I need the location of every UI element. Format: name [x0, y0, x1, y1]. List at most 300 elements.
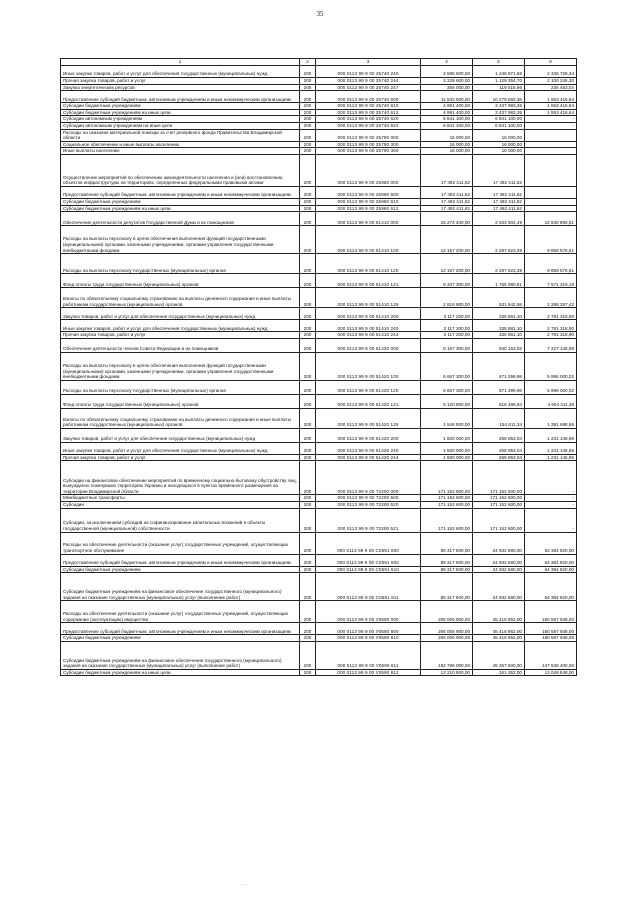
row-unexecuted-cell: 12 640 895,51: [525, 212, 577, 226]
row-line-code-cell: 200: [300, 338, 316, 352]
row-unexecuted-cell: 1 391 688,66: [525, 408, 577, 428]
row-executed-cell: 940 153,02: [473, 338, 525, 352]
row-budget-code-cell: 000 0113 99 9 00 У0590 610: [316, 635, 421, 642]
row-line-code-cell: 200: [300, 332, 316, 339]
row-line-code-cell: 200: [300, 109, 316, 116]
row-unexecuted-cell: 64 384 920,00: [525, 573, 577, 601]
row-approved-cell: 4 991 400,00: [421, 109, 473, 116]
row-approved-cell: 89 317 600,00: [421, 532, 473, 554]
row-budget-code-cell: 000 0113 99 9 00 25960 600: [316, 186, 421, 198]
table-row: [61, 501, 577, 508]
row-name-cell: Предоставление субсидий бюджетным, автономным учреждениям и иным некоммерческим организациям: [61, 186, 300, 198]
column-header-3: 3: [316, 59, 421, 66]
table-row: [61, 380, 577, 394]
row-executed-cell: 2 297 623,39: [473, 226, 525, 254]
row-budget-code-cell: 000 0113 99 9 00 51420 100: [316, 352, 421, 380]
row-line-code-cell: 200: [300, 566, 316, 573]
row-name-cell: Обеспечение деятельности членов Совета Федерации и их помощников: [61, 338, 300, 352]
row-name-cell: Расходы на выплаты персоналу в целях обеспечения выполнения функций государственными (муниципальными) органами, казенными учреждениями, органами управления государственными внебюджетными фондами: [61, 226, 300, 254]
row-unexecuted-cell: 1 553 416,64: [525, 91, 577, 103]
row-line-code-cell: 200: [300, 274, 316, 288]
row-name-cell: Субсидии, за исключением субсидий на софинансирование капитальных вложений в объекты государственной (муниципальной) собственности: [61, 508, 300, 532]
row-executed-cell: 3 437 983,36: [473, 103, 525, 110]
row-name-cell: Субсидии: [61, 501, 300, 508]
row-approved-cell: 12 157 200,00: [421, 254, 473, 274]
table-row: [61, 288, 577, 308]
row-approved-cell: 89 317 600,00: [421, 573, 473, 601]
row-approved-cell: 5 120 800,00: [421, 394, 473, 408]
row-line-code-cell: 200: [300, 129, 316, 141]
row-approved-cell: 6 841 100,00: [421, 122, 473, 129]
table-row: [61, 532, 577, 554]
table-row: [61, 109, 577, 116]
row-budget-code-cell: 000 0113 99 9 00 72200 520: [316, 501, 421, 508]
row-approved-cell: 11 832 500,00: [421, 91, 473, 103]
row-approved-cell: 171 152 600,00: [421, 495, 473, 502]
row-budget-code-cell: 000 0113 99 9 00 51410 200: [316, 308, 421, 320]
row-approved-cell: 17 492 411,62: [421, 186, 473, 198]
row-executed-cell: 6 841 100,00: [473, 116, 525, 123]
row-executed-cell: 268 853,04: [473, 454, 525, 461]
row-approved-cell: 89 317 600,00: [421, 566, 473, 573]
row-approved-cell: 1 500 000,00: [421, 454, 473, 461]
row-unexecuted-cell: 1 553 416,64: [525, 103, 577, 110]
row-approved-cell: 9 337 300,00: [421, 274, 473, 288]
row-name-cell: Предоставление субсидий бюджетным, автономным учреждениям и иным некоммерческим организациям: [61, 91, 300, 103]
row-unexecuted-cell: -: [525, 122, 577, 129]
row-budget-code-cell: 000 0113 99 9 00 С0591 000: [316, 532, 421, 554]
row-budget-code-cell: 000 0113 99 9 00 51410 244: [316, 332, 421, 339]
row-name-cell: Расходы на обеспечение деятельности (оказание услуг) государственных учреждений, осуществляющих транспортное обслуживание: [61, 532, 300, 554]
row-approved-cell: 3 117 200,00: [421, 308, 473, 320]
row-line-code-cell: 200: [300, 308, 316, 320]
row-executed-cell: 335 881,10: [473, 332, 525, 339]
row-line-code-cell: 200: [300, 554, 316, 566]
row-executed-cell: 171 152 600,00: [473, 461, 525, 495]
row-line-code-cell: 200: [300, 186, 316, 198]
row-budget-code-cell: 000 0113 99 9 00 25740 247: [316, 84, 421, 91]
row-budget-code-cell: 000 0113 99 9 00 51420 120: [316, 380, 421, 394]
table-row: [61, 226, 577, 254]
row-executed-cell: 154 811,34: [473, 408, 525, 428]
row-approved-cell: 16 000,00: [421, 129, 473, 141]
row-budget-code-cell: 000 0113 99 9 00 51420 244: [316, 454, 421, 461]
row-executed-cell: 17 492 411,62: [473, 198, 525, 205]
row-unexecuted-cell: [525, 205, 577, 212]
row-name-cell: Закупка товаров, работ и услуг для обеспечения государственных (муниципальных) нужд: [61, 428, 300, 442]
row-unexecuted-cell: 2 781 318,90: [525, 320, 577, 332]
row-budget-code-cell: 000 0113 99 9 00 51420 240: [316, 442, 421, 454]
row-line-code-cell: 200: [300, 394, 316, 408]
row-name-cell: Закупка энергетических ресурсов: [61, 84, 300, 91]
row-unexecuted-cell: 2 781 318,90: [525, 308, 577, 320]
row-approved-cell: 1 500 000,00: [421, 428, 473, 442]
table-row: [61, 442, 577, 454]
row-executed-cell: 268 853,04: [473, 428, 525, 442]
row-executed-cell: 268 853,04: [473, 442, 525, 454]
row-name-cell: Субсидии бюджетным учреждениям на иные цели: [61, 205, 300, 212]
row-line-code-cell: 200: [300, 428, 316, 442]
table-row: [61, 154, 577, 186]
row-line-code-cell: 200: [300, 461, 316, 495]
table-row: [61, 495, 577, 502]
row-line-code-cell: 200: [300, 635, 316, 642]
table-row: [61, 338, 577, 352]
table-body: [61, 66, 577, 676]
row-budget-code-cell: 000 0113 99 9 00 С0591 611: [316, 573, 421, 601]
row-name-cell: Предоставление субсидий бюджетным, автономным учреждениям и иным некоммерческим организациям: [61, 554, 300, 566]
row-unexecuted-cell: 9 859 576,61: [525, 226, 577, 254]
table-row: [61, 274, 577, 288]
row-budget-code-cell: 000 0113 99 9 00 25740 612: [316, 109, 421, 116]
row-approved-cell: 206 006 900,00: [421, 623, 473, 635]
row-unexecuted-cell: [525, 198, 577, 205]
table-row: [61, 623, 577, 635]
row-approved-cell: 3 585 600,00: [421, 66, 473, 78]
table-row: [61, 320, 577, 332]
row-line-code-cell: 200: [300, 141, 316, 148]
row-line-code-cell: 200: [300, 148, 316, 155]
row-executed-cell: 17 492 411,62: [473, 205, 525, 212]
row-budget-code-cell: 000 0113 99 9 00 25740 244: [316, 78, 421, 85]
row-approved-cell: 206 006 900,00: [421, 601, 473, 623]
row-budget-code-cell: 000 0113 99 9 00 25790 360: [316, 148, 421, 155]
row-unexecuted-cell: 13 049 548,00: [525, 669, 577, 676]
row-name-cell: Расходы на выплаты персоналу государственных (муниципальных) органов: [61, 380, 300, 394]
row-line-code-cell: 200: [300, 352, 316, 380]
column-header-4: 4: [421, 59, 473, 66]
table-row: [61, 566, 577, 573]
row-line-code-cell: 200: [300, 205, 316, 212]
row-line-code-cell: 200: [300, 501, 316, 508]
row-approved-cell: 4 991 400,00: [421, 103, 473, 110]
row-executed-cell: 671 299,98: [473, 380, 525, 394]
row-unexecuted-cell: 64 384 920,00: [525, 566, 577, 573]
budget-execution-table: [60, 58, 577, 676]
row-unexecuted-cell: [525, 141, 577, 148]
row-line-code-cell: 200: [300, 380, 316, 394]
row-line-code-cell: 200: [300, 495, 316, 502]
table-row: [61, 212, 577, 226]
row-unexecuted-cell: 236 483,04: [525, 84, 577, 91]
row-budget-code-cell: 000 0113 99 9 00 25740 600: [316, 91, 421, 103]
row-approved-cell: 6 667 300,00: [421, 380, 473, 394]
row-unexecuted-cell: 7 571 319,19: [525, 274, 577, 288]
row-approved-cell: 171 152 600,00: [421, 508, 473, 532]
row-unexecuted-cell: -: [525, 508, 577, 532]
row-name-cell: Иные закупки товаров, работ и услуг для обеспечения государственных (муниципальных) нужд: [61, 442, 300, 454]
row-name-cell: Субсидии автономным учреждениям на иные цели: [61, 122, 300, 129]
row-budget-code-cell: 000 0113 99 9 00 25960 000: [316, 154, 421, 186]
table-row: [61, 454, 577, 461]
row-line-code-cell: 200: [300, 623, 316, 635]
row-budget-code-cell: 000 0113 99 9 00 51410 240: [316, 320, 421, 332]
row-unexecuted-cell: [525, 148, 577, 155]
table-row: [61, 332, 577, 339]
row-line-code-cell: 200: [300, 442, 316, 454]
row-line-code-cell: 200: [300, 154, 316, 186]
row-approved-cell: 17 492 411,62: [421, 198, 473, 205]
row-executed-cell: 17 492 411,62: [473, 186, 525, 198]
table-row: [61, 352, 577, 380]
row-budget-code-cell: 000 0113 99 9 00 У0590 611: [316, 641, 421, 669]
row-name-cell: Расходы на оказание материальной помощи за счет резервного фонда Правительства Владимирской области: [61, 129, 300, 141]
row-name-cell: Субсидии бюджетным учреждениям на иные цели: [61, 669, 300, 676]
table-row: [61, 428, 577, 442]
table-row: [61, 408, 577, 428]
row-unexecuted-cell: [525, 129, 577, 141]
row-approved-cell: 1 546 500,00: [421, 408, 473, 428]
row-unexecuted-cell: 64 384 920,00: [525, 532, 577, 554]
row-line-code-cell: 200: [300, 226, 316, 254]
row-name-cell: Расходы на обеспечение деятельности (оказание услуг) государственных учреждений, осуществляющих содержание (эксплуатацию) имущества: [61, 601, 300, 623]
row-line-code-cell: 200: [300, 408, 316, 428]
scan-artifact: · · ·: [240, 882, 248, 888]
row-executed-cell: 6 841 100,00: [473, 122, 525, 129]
row-budget-code-cell: 000 0113 99 9 00 У0590 612: [316, 669, 421, 676]
row-name-cell: Обеспечение деятельности депутатов Государственной Думы и их помощников: [61, 212, 300, 226]
row-executed-cell: 24 932 680,00: [473, 532, 525, 554]
row-executed-cell: 45 418 952,00: [473, 601, 525, 623]
row-executed-cell: 531 642,58: [473, 288, 525, 308]
row-line-code-cell: 200: [300, 91, 316, 103]
row-executed-cell: 171 152 600,00: [473, 508, 525, 532]
table-row: [61, 554, 577, 566]
row-budget-code-cell: 000 0113 99 9 00 72200 500: [316, 495, 421, 502]
row-budget-code-cell: 000 0113 99 9 00 51420 129: [316, 408, 421, 428]
row-name-cell: Субсидии на финансовое обеспечение мероприятий по временному социально-бытовому обустройству лиц, вынужденно покинувших территорию Украины и находящихся в пунктах временного размещения на территории Владимирской области: [61, 461, 300, 495]
row-budget-code-cell: 000 0113 99 9 00 25790 000: [316, 129, 421, 141]
row-unexecuted-cell: 4 604 311,36: [525, 394, 577, 408]
row-unexecuted-cell: 64 384 920,00: [525, 554, 577, 566]
row-name-cell: Осуществление мероприятий по обеспечению жизнедеятельности населения и (или) восстановлению объектов инфраструктуры на территориях, определенных федеральными правовыми актами: [61, 154, 300, 186]
row-line-code-cell: 200: [300, 66, 316, 78]
row-executed-cell: 2 633 504,49: [473, 212, 525, 226]
row-unexecuted-cell: 2 100 245,30: [525, 78, 577, 85]
row-line-code-cell: 200: [300, 198, 316, 205]
row-unexecuted-cell: 2 336 728,34: [525, 66, 577, 78]
row-name-cell: Субсидии бюджетным учреждениям: [61, 198, 300, 205]
row-executed-cell: 2 297 623,39: [473, 254, 525, 274]
row-name-cell: Иные закупки товаров, работ и услуг для обеспечения государственных (муниципальных) нужд: [61, 66, 300, 78]
row-executed-cell: 171 152 600,00: [473, 501, 525, 508]
row-executed-cell: 335 881,10: [473, 320, 525, 332]
table-row: [61, 91, 577, 103]
table-row: [61, 508, 577, 532]
row-line-code-cell: 200: [300, 212, 316, 226]
row-name-cell: Взносы по обязательному социальному страхованию на выплаты денежного содержания и иные выплаты работникам государственных (муниципальных) органов: [61, 408, 300, 428]
table-row: [61, 205, 577, 212]
row-name-cell: Взносы по обязательному социальному страхованию на выплаты денежного содержания и иные выплаты работникам государственных (муниципальных) органов: [61, 288, 300, 308]
row-name-cell: Межбюджетные трансферты: [61, 495, 300, 502]
row-unexecuted-cell: 147 538 400,00: [525, 641, 577, 669]
row-executed-cell: 671 299,98: [473, 352, 525, 380]
row-budget-code-cell: 000 0113 99 9 00 25740 610: [316, 103, 421, 110]
row-executed-cell: 45 418 952,00: [473, 635, 525, 642]
table-row: [61, 103, 577, 110]
table-row: [61, 148, 577, 155]
row-executed-cell: 45 418 952,00: [473, 623, 525, 635]
row-unexecuted-cell: 160 587 948,00: [525, 635, 577, 642]
row-budget-code-cell: 000 0113 99 9 00 51410 121: [316, 274, 421, 288]
row-unexecuted-cell: [525, 186, 577, 198]
row-unexecuted-cell: [525, 154, 577, 186]
row-approved-cell: 6 667 300,00: [421, 352, 473, 380]
table-row: [61, 601, 577, 623]
row-unexecuted-cell: 5 996 000,02: [525, 380, 577, 394]
row-executed-cell: 119 516,96: [473, 84, 525, 91]
page-number: 35: [316, 10, 324, 18]
row-executed-cell: 24 932 680,00: [473, 554, 525, 566]
row-approved-cell: 3 117 200,00: [421, 332, 473, 339]
row-budget-code-cell: 000 0113 99 9 00 У0590 000: [316, 601, 421, 623]
row-name-cell: Прочая закупка товаров, работ и услуг: [61, 454, 300, 461]
column-header-5: 5: [473, 59, 525, 66]
row-executed-cell: 171 152 600,00: [473, 495, 525, 502]
row-budget-code-cell: 000 0113 99 9 00 51410 129: [316, 288, 421, 308]
row-unexecuted-cell: 160 587 948,00: [525, 623, 577, 635]
table-row: [61, 116, 577, 123]
row-name-cell: Иные закупки товаров, работ и услуг для обеспечения государственных (муниципальных) нужд: [61, 320, 300, 332]
row-name-cell: Предоставление субсидий бюджетным, автономным учреждениям и иным некоммерческим организациям: [61, 623, 300, 635]
row-name-cell: Субсидии бюджетным учреждениям на иные цели: [61, 109, 300, 116]
row-unexecuted-cell: -: [525, 116, 577, 123]
row-approved-cell: 89 317 600,00: [421, 554, 473, 566]
table-row: [61, 394, 577, 408]
row-executed-cell: 10 279 083,36: [473, 91, 525, 103]
row-approved-cell: 206 006 900,00: [421, 635, 473, 642]
row-name-cell: Субсидии бюджетным учреждениям: [61, 103, 300, 110]
row-budget-code-cell: 000 0113 99 9 00 25740 240: [316, 66, 421, 78]
table-row: [61, 84, 577, 91]
row-line-code-cell: 200: [300, 532, 316, 554]
row-budget-code-cell: 000 0113 99 9 00 25960 612: [316, 205, 421, 212]
row-budget-code-cell: 000 0113 99 9 00 72200 521: [316, 508, 421, 532]
column-header-2: 2: [300, 59, 316, 66]
row-executed-cell: 24 932 680,00: [473, 566, 525, 573]
table-row: [61, 573, 577, 601]
row-approved-cell: 3 229 600,00: [421, 78, 473, 85]
row-budget-code-cell: 000 0113 99 9 00 25740 620: [316, 116, 421, 123]
row-approved-cell: 2 819 900,00: [421, 288, 473, 308]
row-executed-cell: 17 492 411,62: [473, 154, 525, 186]
table-row: [61, 198, 577, 205]
table-row: [61, 78, 577, 85]
row-approved-cell: 356 000,00: [421, 84, 473, 91]
row-executed-cell: 1 765 980,81: [473, 274, 525, 288]
column-header-6: 6: [525, 59, 577, 66]
row-unexecuted-cell: -: [525, 495, 577, 502]
row-name-cell: Субсидии автономным учреждениям: [61, 116, 300, 123]
row-approved-cell: 171 152 600,00: [421, 501, 473, 508]
row-name-cell: Субсидии бюджетным учреждениям: [61, 635, 300, 642]
row-unexecuted-cell: -: [525, 461, 577, 495]
table-row: [61, 129, 577, 141]
row-approved-cell: 12 157 200,00: [421, 226, 473, 254]
row-name-cell: Фонд оплаты труда государственных (муниципальных) органов: [61, 274, 300, 288]
row-approved-cell: 15 274 400,00: [421, 212, 473, 226]
table-row: [61, 186, 577, 198]
row-unexecuted-cell: 1 231 146,96: [525, 428, 577, 442]
table-row: [61, 635, 577, 642]
row-budget-code-cell: 000 0113 99 9 00 У0590 600: [316, 623, 421, 635]
row-budget-code-cell: 000 0113 99 9 00 51420 000: [316, 338, 421, 352]
row-unexecuted-cell: 9 859 576,61: [525, 254, 577, 274]
row-executed-cell: 1 248 871,66: [473, 66, 525, 78]
row-name-cell: Прочая закупка товаров, работ и услуг: [61, 78, 300, 85]
column-number-row: [61, 59, 577, 66]
row-budget-code-cell: 000 0113 99 9 00 С0591 600: [316, 554, 421, 566]
row-name-cell: Закупка товаров, работ и услуг для обеспечения государственных (муниципальных) нужд: [61, 308, 300, 320]
row-approved-cell: 192 796 000,00: [421, 641, 473, 669]
row-executed-cell: 16 000,00: [473, 141, 525, 148]
row-unexecuted-cell: 2 781 318,90: [525, 332, 577, 339]
row-name-cell: Прочая закупка товаров, работ и услуг: [61, 332, 300, 339]
row-unexecuted-cell: 7 227 146,98: [525, 338, 577, 352]
table-row: [61, 308, 577, 320]
row-name-cell: Расходы на выплаты персоналу в целях обеспечения выполнения функций государственными (муниципальными) органами, казенными учреждениями, органами управления государственными внебюджетными фондами: [61, 352, 300, 380]
row-unexecuted-cell: 160 587 948,00: [525, 601, 577, 623]
row-budget-code-cell: 000 0113 99 9 00 25740 622: [316, 122, 421, 129]
table-row: [61, 122, 577, 129]
table-row: [61, 669, 577, 676]
row-budget-code-cell: 000 0113 99 9 00 25960 610: [316, 198, 421, 205]
row-line-code-cell: 200: [300, 288, 316, 308]
row-budget-code-cell: 000 0113 99 9 00 51420 121: [316, 394, 421, 408]
row-line-code-cell: 200: [300, 254, 316, 274]
row-line-code-cell: 200: [300, 84, 316, 91]
column-header-1: 1: [61, 59, 300, 66]
row-line-code-cell: 200: [300, 641, 316, 669]
row-unexecuted-cell: 2 288 257,42: [525, 288, 577, 308]
row-name-cell: Расходы на выплаты персоналу государственных (муниципальных) органов: [61, 254, 300, 274]
row-unexecuted-cell: 1 553 416,64: [525, 109, 577, 116]
row-unexecuted-cell: 1 231 146,96: [525, 454, 577, 461]
row-approved-cell: 16 000,00: [421, 148, 473, 155]
row-approved-cell: 171 152 600,00: [421, 461, 473, 495]
row-approved-cell: 3 117 200,00: [421, 320, 473, 332]
row-unexecuted-cell: -: [525, 501, 577, 508]
row-executed-cell: 3 437 983,36: [473, 109, 525, 116]
row-name-cell: Фонд оплаты труда государственных (муниципальных) органов: [61, 394, 300, 408]
row-unexecuted-cell: 5 996 000,02: [525, 352, 577, 380]
row-approved-cell: 16 000,00: [421, 141, 473, 148]
row-executed-cell: 335 881,10: [473, 308, 525, 320]
row-name-cell: Иные выплаты населению: [61, 148, 300, 155]
row-name-cell: Субсидии бюджетным учреждениям: [61, 566, 300, 573]
row-executed-cell: 24 932 680,00: [473, 573, 525, 601]
table-row: [61, 461, 577, 495]
row-executed-cell: 1 129 354,70: [473, 78, 525, 85]
row-line-code-cell: 200: [300, 78, 316, 85]
row-name-cell: Субсидии бюджетным учреждениям на финансовое обеспечение государственного (муниципального) задания на оказание государственных (муниципальных) услуг (выполнение работ): [61, 641, 300, 669]
row-approved-cell: 6 841 100,00: [421, 116, 473, 123]
table-row: [61, 141, 577, 148]
row-line-code-cell: 200: [300, 454, 316, 461]
row-name-cell: Субсидии бюджетным учреждениям на финансовое обеспечение государственного (муниципального) задания на оказание государственных (муниципальных) услуг (выполнение работ): [61, 573, 300, 601]
row-executed-cell: 16 000,00: [473, 129, 525, 141]
row-budget-code-cell: 000 0113 99 9 00 25790 300: [316, 141, 421, 148]
row-approved-cell: 13 210 900,00: [421, 669, 473, 676]
table-row: [61, 66, 577, 78]
row-line-code-cell: 200: [300, 122, 316, 129]
row-line-code-cell: 200: [300, 320, 316, 332]
row-line-code-cell: 200: [300, 669, 316, 676]
row-executed-cell: 16 000,00: [473, 148, 525, 155]
table-row: [61, 254, 577, 274]
table-row: [61, 641, 577, 669]
row-approved-cell: 1 500 000,00: [421, 442, 473, 454]
